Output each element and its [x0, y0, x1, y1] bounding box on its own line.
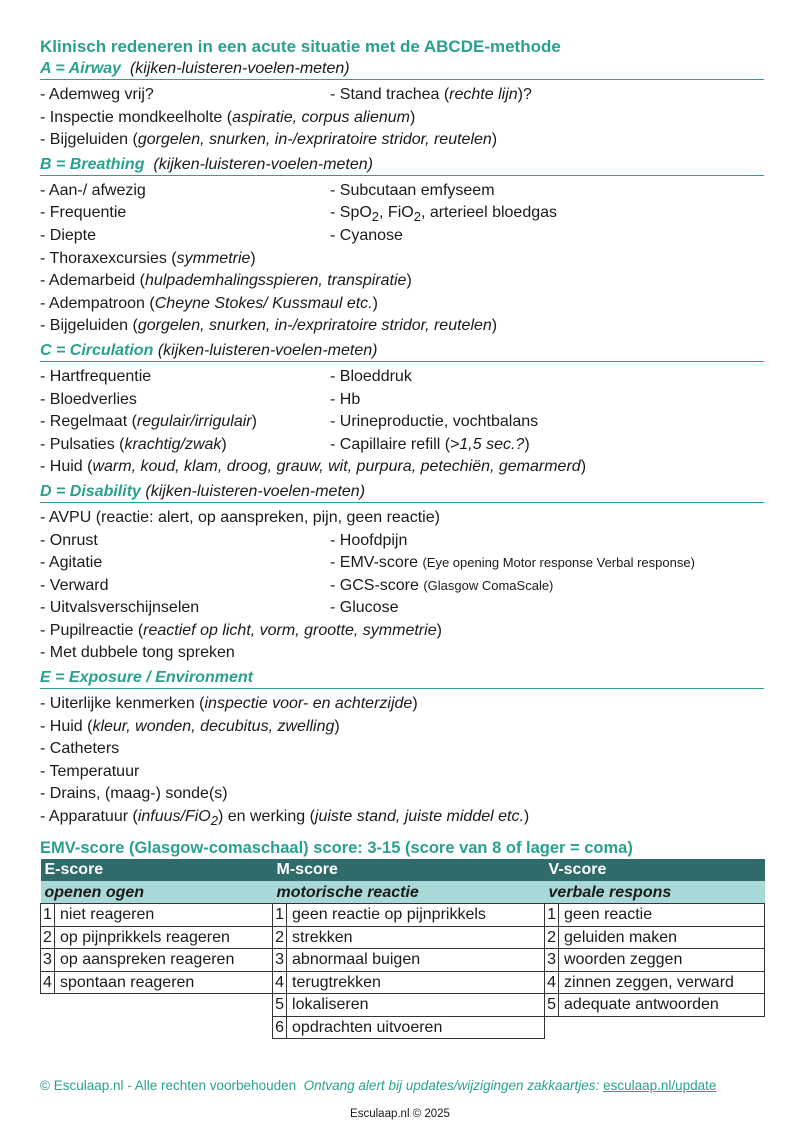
section-a-sub: (kijken-luisteren-voelen-meten)	[129, 60, 350, 77]
list-item: - Regelmaat (regulair/irrigulair) - Urineproductie, vochtbalans	[40, 413, 539, 431]
section-d-list	[40, 507, 764, 665]
footer-copyright: Esculaap.nl © 2025	[350, 1108, 450, 1120]
list-item: - Bloedverlies - Hb	[40, 390, 361, 408]
section-e-header	[40, 667, 764, 689]
list-item: - Met dubbele tong spreken	[40, 644, 235, 662]
list-item: - Ademweg vrij? - Stand trachea (rechte lijn)?	[40, 86, 532, 103]
emv-subheader-row	[41, 881, 765, 904]
list-item: - Huid (kleur, wonden, decubitus, zwelling)	[40, 717, 340, 735]
section-e-name: E = Exposure / Environment	[40, 669, 253, 687]
section-d-name: D = Disability	[40, 482, 141, 500]
section-b-list	[40, 180, 764, 338]
table-row: 4 spontaan reageren 4 terugtrekken 4 zinnen zeggen, verward	[41, 971, 765, 994]
section-b-sub: (kijken-luisteren-voelen-meten)	[153, 155, 373, 173]
document-page	[40, 36, 764, 1039]
list-item: - Onrust - Hoofdpijn	[40, 531, 408, 549]
section-c-list	[40, 366, 764, 479]
emv-subheader-v: verbale respons	[545, 881, 765, 904]
list-item: - Temperatuur	[40, 762, 140, 780]
section-a-list	[40, 84, 764, 152]
section-b-name: B = Breathing	[40, 155, 145, 173]
list-item: - Agitatie - EMV-score (Eye opening Motor response Verbal response)	[40, 554, 695, 572]
list-item: - Verward - GCS-score (Glasgow ComaScale)	[40, 576, 554, 594]
table-row: 3 op aanspreken reageren 3 abnormaal buigen 3 woorden zeggen	[41, 949, 765, 972]
footer	[40, 1078, 764, 1093]
list-item: - Pupilreactie (reactief op licht, vorm, grootte, symmetrie)	[40, 621, 442, 639]
section-d-header	[40, 481, 764, 503]
emv-table	[40, 859, 765, 1040]
list-item: - Huid (warm, koud, klam, droog, grauw, wit, purpura, petechiën, gemarmerd)	[40, 458, 587, 476]
list-item: - Uiterlijke kenmerken (inspectie voor- en achterzijde)	[40, 695, 418, 713]
list-item: - AVPU (reactie: alert, op aanspreken, pijn, geen reactie)	[40, 508, 440, 526]
section-c-header	[40, 340, 764, 362]
table-row: 1 niet reageren 1 geen reactie op pijnprikkels 1 geen reactie	[41, 904, 765, 927]
emv-subheader-m: motorische reactie	[273, 881, 545, 904]
list-item: - Ademarbeid (hulpademhalingsspieren, transpiratie)	[40, 272, 412, 290]
emv-header-m: M-score	[273, 859, 545, 882]
table-row: 6 opdrachten uitvoeren	[41, 1016, 765, 1039]
list-item: - Apparatuur (infuus/FiO$_2$) en werking (juiste stand, juiste middel etc.)	[40, 808, 530, 829]
list-item: - Hartfrequentie - Bloeddruk	[40, 367, 412, 385]
footer-update-link[interactable]: esculaap.nl/update	[603, 1078, 717, 1093]
section-c-sub: (kijken-luisteren-voelen-meten)	[157, 341, 378, 359]
footer-alert-text: Ontvang alert bij updates/wijzigingen zakkaartjes:	[303, 1078, 600, 1093]
footer-rights: © Esculaap.nl - Alle rechten voorbehouden	[40, 1078, 297, 1093]
list-item: - Drains, (maag-) sonde(s)	[40, 785, 228, 803]
emv-header-e: E-score	[41, 859, 273, 882]
list-item: - Adempatroon (Cheyne Stokes/ Kussmaul etc.)	[40, 294, 378, 312]
emv-subheader-e: openen ogen	[41, 881, 273, 904]
page-title: Klinisch redeneren in een acute situatie met de ABCDE-methode	[40, 37, 561, 56]
list-item: - Bijgeluiden (gorgelen, snurken, in-/expriratoire stridor, reutelen)	[40, 317, 498, 335]
list-item: - Catheters	[40, 740, 120, 758]
table-row: 2 op pijnprikkels reageren 2 strekken 2 geluiden maken	[41, 926, 765, 949]
section-c-name: C = Circulation	[40, 341, 154, 359]
section-a-header	[40, 58, 764, 80]
list-item: - Bijgeluiden (gorgelen, snurken, in-/expriratoire stridor, reutelen)	[40, 131, 498, 149]
emv-header-v: V-score	[545, 859, 765, 882]
section-e-list	[40, 693, 764, 829]
emv-title: EMV-score (Glasgow-comaschaal) score: 3-15 (score van 8 of lager = coma)	[40, 838, 633, 857]
section-a-name: A = Airway	[40, 60, 122, 77]
list-item: - Pulsaties (krachtig/zwak) - Capillaire refill (>1,5 sec.?)	[40, 435, 530, 453]
list-item: - Inspectie mondkeelholte (aspiratie, corpus alienum)	[40, 108, 416, 126]
list-item: - Frequentie - SpO$_2$, FiO$_2$, arterieel bloedgas	[40, 204, 558, 225]
list-item: - Aan-/ afwezig - Subcutaan emfyseem	[40, 181, 495, 199]
section-d-sub: (kijken-luisteren-voelen-meten)	[145, 482, 366, 500]
list-item: - Uitvalsverschijnselen - Glucose	[40, 599, 399, 617]
section-b-header	[40, 154, 764, 176]
list-item: - Thoraxexcursies (symmetrie)	[40, 249, 256, 267]
table-row: 5 lokaliseren 5 adequate antwoorden	[41, 994, 765, 1017]
list-item: - Diepte - Cyanose	[40, 226, 403, 244]
emv-header-row	[41, 859, 765, 882]
